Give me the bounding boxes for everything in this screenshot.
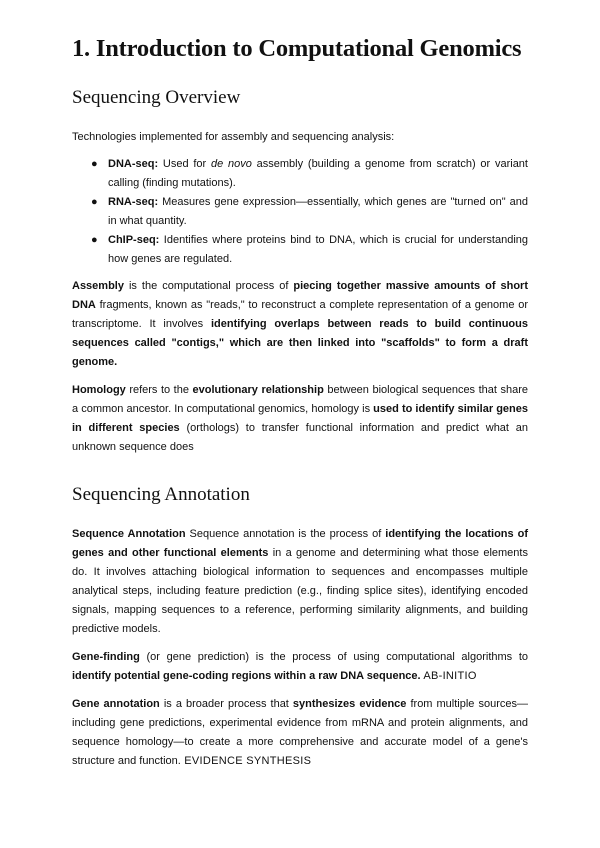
list-item-dna-seq: ● DNA-seq: Used for de novo assembly (building a genome from scratch) or variant calling (finding mutations). xyxy=(108,155,528,193)
technologies-intro: Technologies implemented for assembly and sequencing analysis: xyxy=(72,131,395,143)
section-heading-sequencing-overview: Sequencing Overview xyxy=(72,87,241,108)
gene-annotation-paragraph: Gene annotation is a broader process that synthesizes evidence from multiple sources—including gene predictions, experimental evidence from mRNA and protein alignments, and sequence homology—to create a more comprehensive and accurate model of a gene's structure and function. EVIDENCE SYNTHESIS xyxy=(72,698,528,767)
homology-paragraph: Homology refers to the evolutionary relationship between biological sequences that share a common ancestor. In computational genomics, homology is used to identify similar genes in different species (orthologs) to transfer functional information and predict what an unknown sequence does xyxy=(72,384,528,453)
term-dna-seq: DNA-seq: xyxy=(108,158,159,170)
page-title: 1. Introduction to Computational Genomics xyxy=(72,35,522,62)
bullet-icon: ● xyxy=(91,234,98,246)
list-item-rna-seq: ● RNA-seq: Measures gene expression—essentially, which genes are "turned on" and in what quantity. xyxy=(108,193,528,231)
gene-finding-paragraph: Gene-finding (or gene prediction) is the process of using computational algorithms to identify potential gene-coding regions within a raw DNA sequence. AB-INITIO xyxy=(72,651,528,682)
term-rna-seq: RNA-seq: xyxy=(108,196,159,208)
ab-initio-tag: AB-INITIO xyxy=(420,670,477,682)
list-item-chip-seq: ● ChIP-seq: Identifies where proteins bind to DNA, which is crucial for understanding how genes are regulated. xyxy=(108,231,528,269)
term-chip-seq: ChIP-seq: xyxy=(108,234,160,246)
technology-list xyxy=(72,155,528,269)
bullet-icon: ● xyxy=(91,196,98,208)
assembly-paragraph: Assembly is the computational process of piecing together massive amounts of short DNA fragments, known as "reads," to reconstruct a complete representation of a genome or transcriptome. It involves identifying overlaps between reads to build continuous sequences called "contigs," which are then linked into "scaffolds" to form a draft genome. xyxy=(72,280,529,368)
evidence-synthesis-tag: EVIDENCE SYNTHESIS xyxy=(180,755,312,767)
section-heading-sequencing-annotation: Sequencing Annotation xyxy=(72,484,250,505)
de-novo-italic: de novo xyxy=(211,158,252,170)
bullet-icon: ● xyxy=(91,158,98,170)
sequence-annotation-paragraph: Sequence Annotation Sequence annotation is the process of identifying the locations of genes and other functional elements in a genome and determining what those elements do. It involves attaching biological information to sequences and encompasses multiple analytical steps, including feature prediction (e.g., finding splice sites), identifying encoded signals, mapping sequences to a reference, performing similarity alignments, and building predictive models. xyxy=(72,528,528,635)
